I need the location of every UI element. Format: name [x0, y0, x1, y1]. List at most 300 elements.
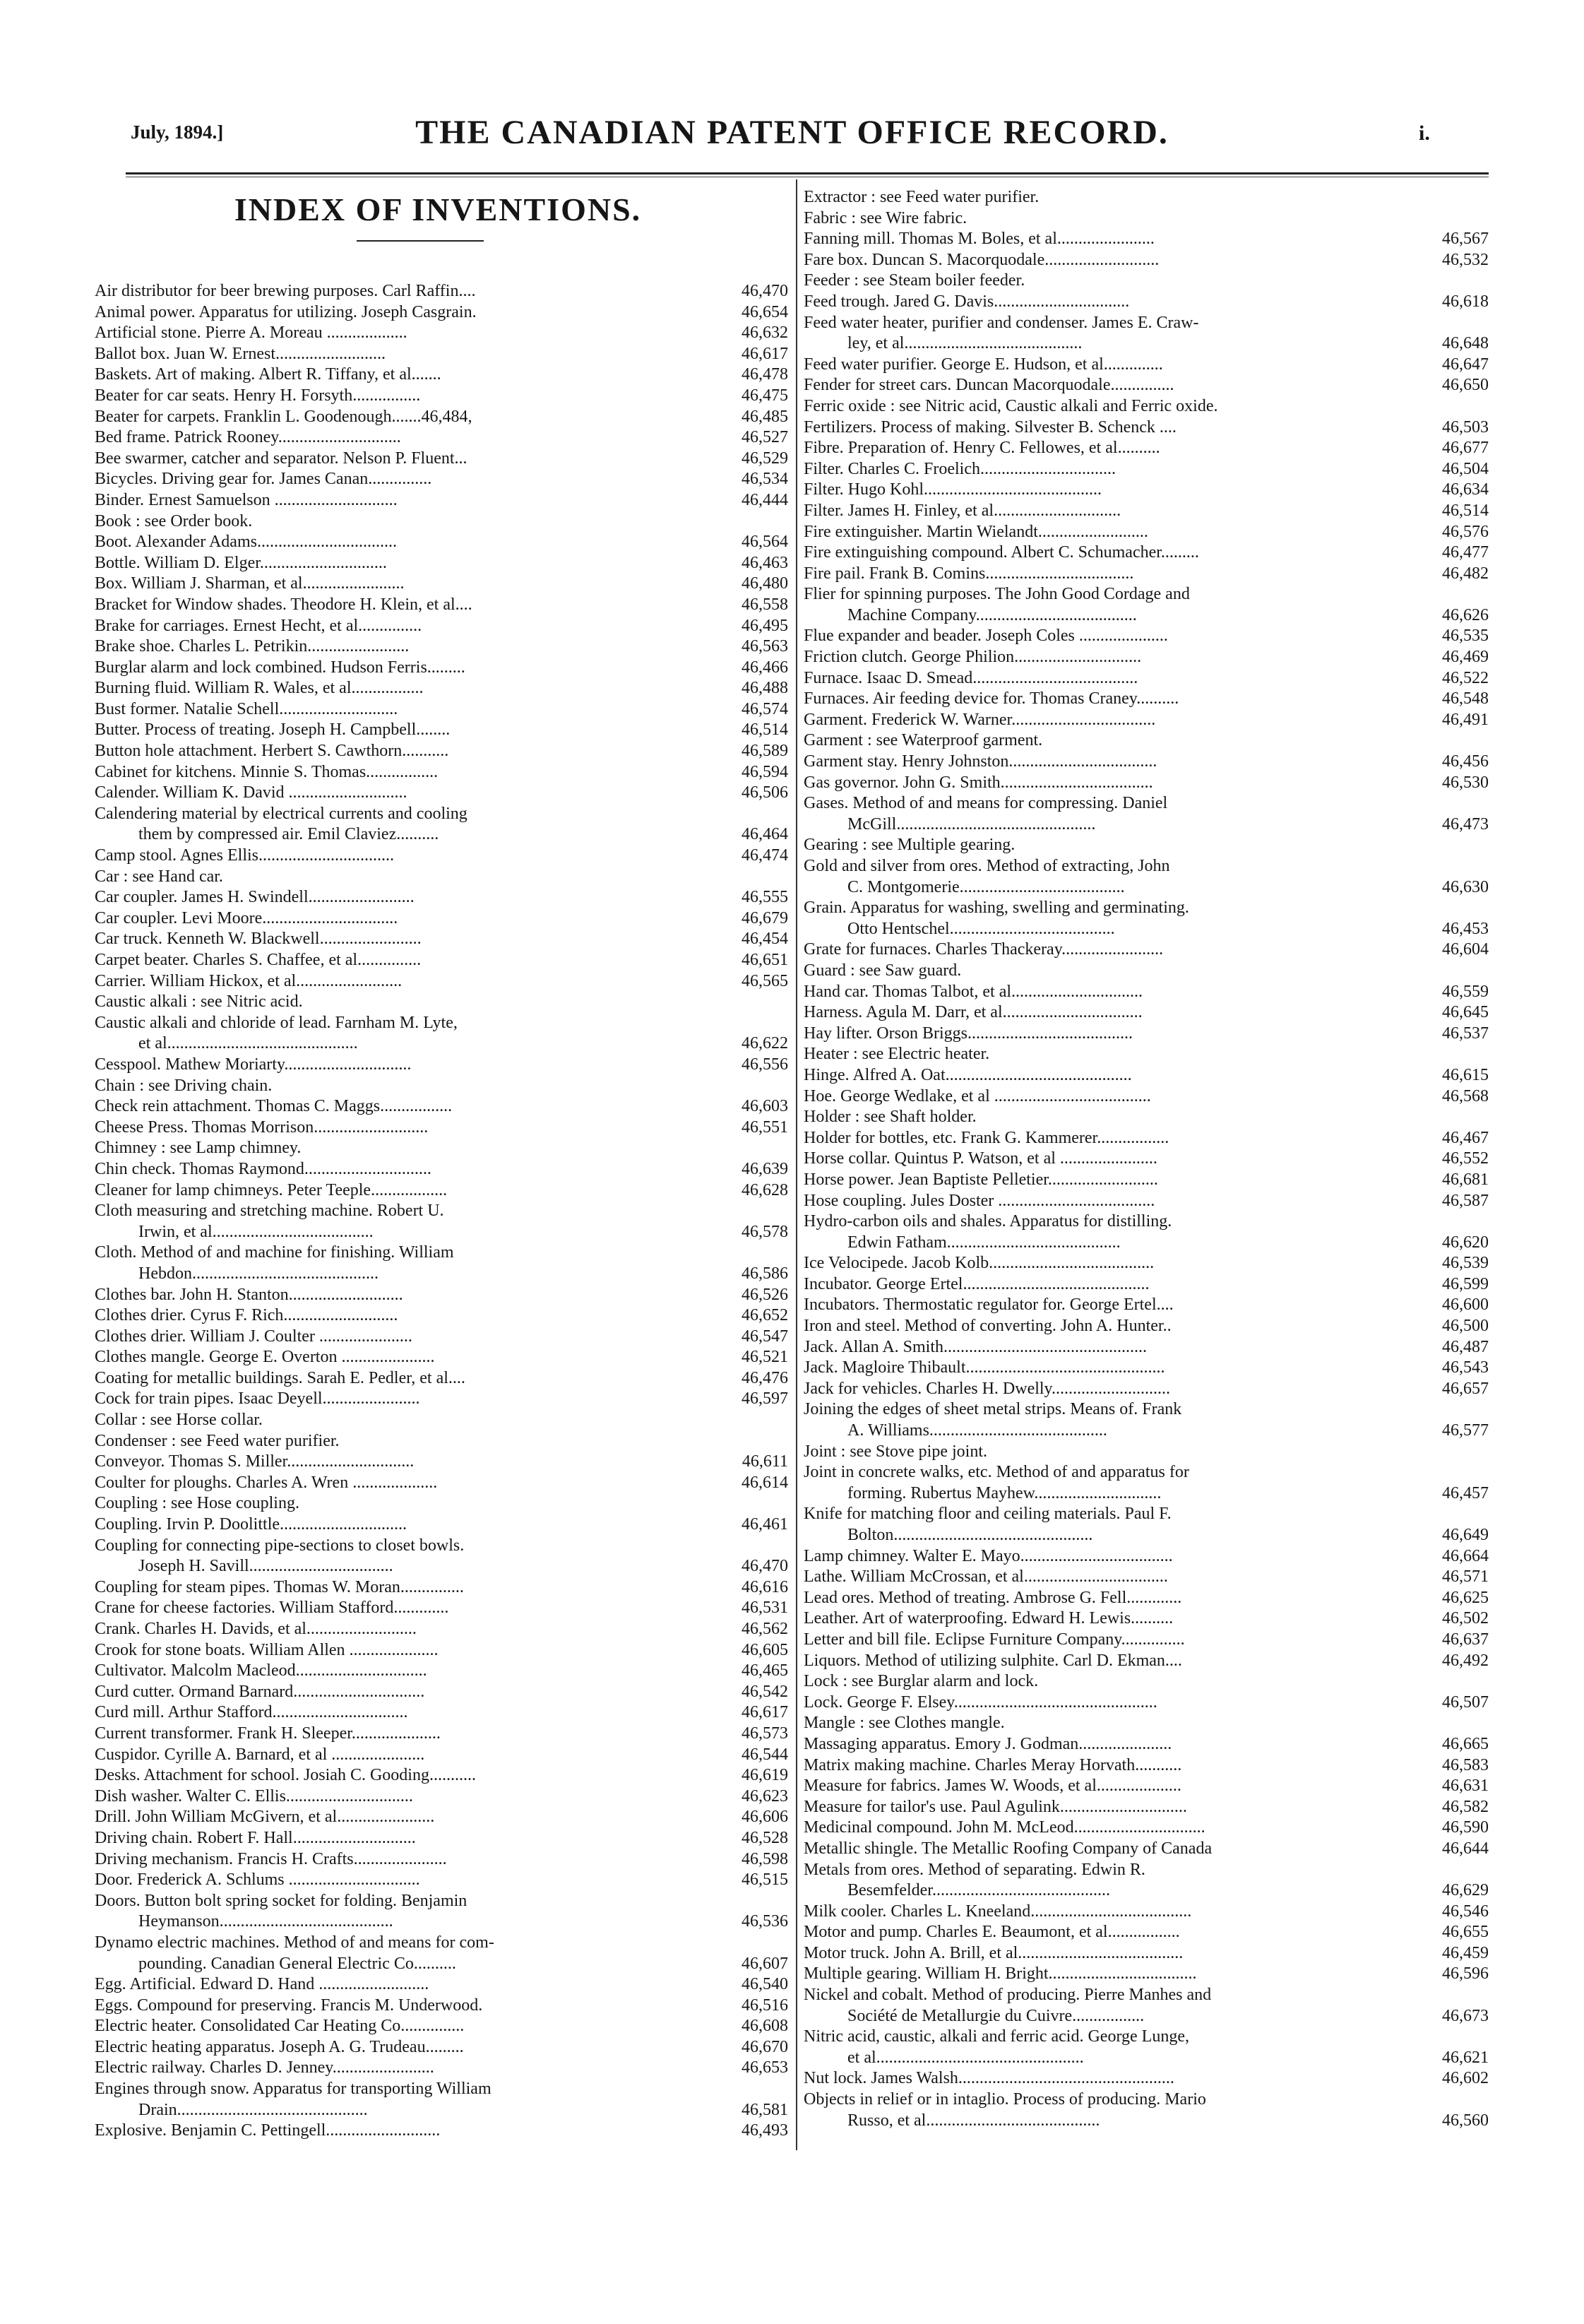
entry-text: Joint in concrete walks, etc. Method of and apparatus for — [804, 1463, 1189, 1482]
patent-number: 46,556 — [717, 1055, 788, 1076]
patent-number: 46,464 — [717, 824, 788, 846]
entry-text: Ballot box. Juan W. Ernest.......................... — [95, 344, 386, 363]
index-entry — [95, 1745, 788, 1766]
index-entry — [95, 532, 788, 553]
entry-text: Calendering material by electrical currents and cooling — [95, 804, 468, 823]
index-entry — [95, 344, 788, 365]
entry-text: Conveyor. Thomas S. Miller.............................. — [95, 1452, 415, 1471]
index-entry — [804, 1044, 1489, 1065]
index-entry — [95, 783, 788, 804]
entry-text: Fare box. Duncan S. Macorquodale........................... — [804, 250, 1160, 269]
right-column — [804, 187, 1489, 2131]
index-entry — [804, 501, 1489, 522]
index-entry — [804, 1191, 1489, 1212]
left-column — [95, 189, 788, 2142]
index-entry — [804, 668, 1489, 689]
entry-text: Grain. Apparatus for washing, swelling and germinating. — [804, 899, 1189, 918]
index-entry — [95, 1243, 788, 1264]
patent-number: 46,582 — [1418, 1797, 1489, 1818]
index-entry — [804, 752, 1489, 773]
patent-number: 46,655 — [1418, 1922, 1489, 1943]
index-entry — [804, 939, 1489, 961]
patent-number: 46,573 — [717, 1724, 788, 1745]
entry-text: Fanning mill. Thomas M. Boles, et al....................... — [804, 230, 1155, 249]
entry-text: pounding. Canadian General Electric Co.......... — [138, 1954, 456, 1973]
entry-text: Egg. Artificial. Edward D. Hand .......................... — [95, 1975, 429, 1994]
patent-number: 46,590 — [1418, 1818, 1489, 1839]
index-entry — [95, 1765, 788, 1786]
index-entry — [804, 396, 1489, 417]
index-entry — [804, 1002, 1489, 1024]
entry-text: Curd cutter. Ormand Barnard............................... — [95, 1682, 425, 1701]
patent-number: 46,577 — [1418, 1421, 1489, 1442]
patent-number: 46,600 — [1418, 1295, 1489, 1316]
index-entry — [95, 511, 788, 533]
index-entry — [804, 898, 1489, 919]
entry-text: Edwin Fatham......................................... — [847, 1233, 1121, 1252]
entry-text: Garment stay. Henry Johnston................................... — [804, 752, 1157, 771]
patent-number: 46,542 — [717, 1682, 788, 1703]
entry-text: Feeder : see Steam boiler feeder. — [804, 271, 1025, 290]
entry-text: Button hole attachment. Herbert S. Cawthorn........... — [95, 742, 449, 761]
entry-text: Chimney : see Lamp chimney. — [95, 1139, 302, 1158]
index-entry — [804, 1943, 1489, 1964]
index-entry — [95, 678, 788, 699]
index-entry — [804, 1399, 1489, 1421]
entry-text: Liquors. Method of utilizing sulphite. Carl D. Ekman.... — [804, 1651, 1182, 1670]
patent-number: 46,603 — [717, 1096, 788, 1117]
patent-number: 46,480 — [717, 574, 788, 595]
index-entry — [95, 1033, 788, 1055]
entry-text: Clothes drier. William J. Coulter ...................... — [95, 1327, 412, 1346]
patent-number: 46,487 — [1418, 1337, 1489, 1358]
patent-number: 46,544 — [717, 1745, 788, 1766]
entry-text: Camp stool. Agnes Ellis................................ — [95, 846, 395, 865]
entry-text: Doors. Button bolt spring socket for folding. Benjamin — [95, 1891, 468, 1910]
entry-text: Fertilizers. Process of making. Silvester B. Schenck .... — [804, 417, 1177, 437]
index-entry — [804, 961, 1489, 982]
entry-text: Binder. Ernest Samuelson ............................. — [95, 490, 398, 509]
index-entry — [804, 1379, 1489, 1400]
patent-number: 46,578 — [717, 1222, 788, 1243]
left-entry-list — [95, 281, 788, 2142]
index-entry — [95, 427, 788, 449]
index-entry — [95, 741, 788, 762]
entry-text: Collar : see Horse collar. — [95, 1411, 263, 1430]
index-entry — [804, 1608, 1489, 1630]
patent-number: 46,608 — [717, 2016, 788, 2037]
index-entry — [95, 824, 788, 846]
patent-number: 46,485 — [717, 407, 788, 428]
entry-text: Multiple gearing. William H. Bright................................... — [804, 1964, 1197, 1984]
entry-text: Coupling : see Hose coupling. — [95, 1494, 299, 1513]
patent-number: 46,622 — [717, 1033, 788, 1055]
patent-number: 46,514 — [1418, 501, 1489, 522]
patent-number: 46,560 — [1418, 2111, 1489, 2132]
index-entry — [804, 522, 1489, 543]
entry-text: Electric heating apparatus. Joseph A. G. Trudeau......... — [95, 2037, 464, 2056]
entry-text: Incubators. Thermostatic regulator for. George Ertel.... — [804, 1296, 1174, 1315]
index-entry — [804, 208, 1489, 230]
index-entry — [95, 1786, 788, 1808]
index-entry — [95, 1222, 788, 1243]
index-entry — [804, 1692, 1489, 1714]
entry-text: Bust former. Natalie Schell............................ — [95, 699, 398, 718]
entry-text: Measure for tailor's use. Paul Agulink.............................. — [804, 1797, 1187, 1816]
index-entry — [804, 271, 1489, 292]
index-entry — [95, 1138, 788, 1159]
index-entry — [804, 1170, 1489, 1191]
index-entry — [804, 835, 1489, 856]
patent-number: 46,502 — [1418, 1608, 1489, 1630]
entry-text: Garment. Frederick W. Warner.................................. — [804, 710, 1156, 729]
index-entry — [95, 1536, 788, 1557]
entry-text: Bee swarmer, catcher and separator. Nelson P. Fluent... — [95, 449, 468, 468]
section-title-rule — [357, 240, 484, 242]
entry-text: Jack. Magloire Thibault............................................... — [804, 1358, 1165, 1377]
running-header — [0, 113, 1584, 155]
entry-text: Incubator. George Ertel............................................ — [804, 1274, 1150, 1293]
entry-text: Cabinet for kitchens. Minnie S. Thomas................. — [95, 762, 439, 781]
index-entry — [804, 1630, 1489, 1651]
index-entry — [95, 1996, 788, 2017]
index-entry — [95, 2121, 788, 2142]
index-entry — [804, 1358, 1489, 1379]
index-entry — [95, 1452, 788, 1473]
entry-text: Baskets. Art of making. Albert R. Tiffany, et al....... — [95, 365, 441, 384]
index-entry — [95, 658, 788, 679]
entry-text: Hay lifter. Orson Briggs....................................... — [804, 1024, 1133, 1043]
entry-text: Beater for car seats. Henry H. Forsyth................ — [95, 386, 421, 405]
patent-number: 46,527 — [717, 427, 788, 449]
index-entry — [95, 908, 788, 930]
entry-text: Book : see Order book. — [95, 511, 253, 530]
entry-text: Boot. Alexander Adams................................. — [95, 533, 397, 552]
index-entry — [95, 364, 788, 386]
entry-text: Dynamo electric machines. Method of and means for com- — [95, 1933, 494, 1952]
index-entry — [804, 333, 1489, 355]
index-entry — [95, 323, 788, 344]
entry-text: Nut lock. James Walsh................................................... — [804, 2069, 1174, 2088]
index-entry — [804, 2048, 1489, 2069]
index-entry — [804, 1713, 1489, 1734]
patent-number: 46,537 — [1418, 1024, 1489, 1045]
patent-number: 46,657 — [1418, 1379, 1489, 1400]
entry-text: Heymanson......................................... — [138, 1912, 393, 1931]
index-entry — [804, 1839, 1489, 1860]
index-entry — [95, 1514, 788, 1536]
index-entry — [804, 375, 1489, 396]
entry-text: Cultivator. Malcolm Macleod............................... — [95, 1661, 427, 1680]
entry-text: Iron and steel. Method of converting. John A. Hunter.. — [804, 1317, 1172, 1336]
index-entry — [804, 1797, 1489, 1818]
entry-text: Jack for vehicles. Charles H. Dwelly............................ — [804, 1379, 1170, 1398]
index-entry — [95, 1305, 788, 1327]
patent-number: 46,630 — [1418, 877, 1489, 899]
index-entry — [95, 1473, 788, 1494]
index-entry — [95, 1096, 788, 1117]
entry-text: Medicinal compound. John M. McLeod............................... — [804, 1818, 1205, 1837]
patent-number: 46,539 — [1418, 1253, 1489, 1274]
patent-number: 46,619 — [717, 1765, 788, 1786]
patent-number: 46,456 — [1418, 752, 1489, 773]
index-entry — [804, 313, 1489, 334]
entry-text: Gearing : see Multiple gearing. — [804, 836, 1016, 855]
entry-text: Bolton............................................... — [847, 1526, 1093, 1544]
index-entry — [804, 1651, 1489, 1672]
patent-number: 46,576 — [1418, 522, 1489, 543]
index-entry — [95, 1870, 788, 1891]
entry-text: forming. Rubertus Mayhew.............................. — [847, 1483, 1162, 1502]
patent-number: 46,552 — [1418, 1149, 1489, 1170]
index-entry — [95, 720, 788, 741]
entry-text: Feed water purifier. George E. Hudson, et al.............. — [804, 355, 1163, 374]
entry-text: Door. Frederick A. Schlums ............................... — [95, 1871, 420, 1890]
index-entry — [804, 229, 1489, 250]
entry-text: Fabric : see Wire fabric. — [804, 208, 967, 227]
patent-number: 46,652 — [717, 1305, 788, 1327]
index-entry — [804, 1985, 1489, 2006]
index-entry — [804, 2068, 1489, 2089]
patent-number: 46,651 — [717, 950, 788, 971]
index-entry — [95, 992, 788, 1013]
index-entry — [95, 762, 788, 783]
patent-number: 46,540 — [717, 1974, 788, 1996]
patent-number: 46,564 — [717, 532, 788, 553]
entry-text: Furnace. Isaac D. Smead....................................... — [804, 668, 1138, 687]
patent-number: 46,543 — [1418, 1358, 1489, 1379]
patent-number: 46,534 — [717, 469, 788, 490]
entry-text: Russo, et al......................................... — [847, 2111, 1100, 2130]
patent-number: 46,664 — [1418, 1546, 1489, 1567]
entry-text: Cleaner for lamp chimneys. Peter Teeple.................. — [95, 1180, 448, 1199]
patent-number: 46,673 — [1418, 2006, 1489, 2027]
entry-text: Coupling for connecting pipe-sections to closet bowls. — [95, 1536, 465, 1555]
index-entry — [95, 1556, 788, 1577]
page-number: i. — [1419, 121, 1430, 145]
patent-number: 46,681 — [1418, 1170, 1489, 1191]
entry-text: Driving mechanism. Francis H. Crafts...................... — [95, 1849, 447, 1868]
index-entry — [95, 407, 788, 428]
entry-text: Filter. Charles C. Froelich................................ — [804, 459, 1116, 478]
entry-text: Holder for bottles, etc. Frank G. Kammerer................. — [804, 1128, 1169, 1147]
index-entry — [95, 2058, 788, 2079]
index-entry — [804, 355, 1489, 376]
entry-text: Objects in relief or in intaglio. Process of producing. Mario — [804, 2090, 1206, 2109]
index-entry — [804, 856, 1489, 877]
patent-number: 46,602 — [1418, 2068, 1489, 2089]
index-entry — [95, 2100, 788, 2121]
index-entry — [804, 584, 1489, 605]
index-entry — [804, 919, 1489, 940]
entry-text: Guard : see Saw guard. — [804, 961, 962, 980]
patent-number: 46,645 — [1418, 1002, 1489, 1024]
index-entry — [95, 386, 788, 407]
index-entry — [95, 1431, 788, 1452]
index-entry — [804, 773, 1489, 794]
index-entry — [95, 1201, 788, 1222]
index-entry — [804, 1964, 1489, 1985]
patent-number: 46,466 — [717, 658, 788, 679]
patent-number: 46,491 — [1418, 710, 1489, 731]
entry-text: Hydro-carbon oils and shales. Apparatus for distilling. — [804, 1212, 1172, 1231]
patent-number: 46,599 — [1418, 1274, 1489, 1296]
entry-text: Joining the edges of sheet metal strips. Means of. Frank — [804, 1400, 1182, 1419]
patent-number: 46,482 — [1418, 564, 1489, 585]
entry-text: Société de Metallurgie du Cuivre................. — [847, 2006, 1145, 2025]
index-entry — [804, 1755, 1489, 1777]
patent-number: 46,488 — [717, 678, 788, 699]
entry-text: Otto Hentschel....................................... — [847, 919, 1115, 938]
index-entry — [95, 1117, 788, 1139]
index-entry — [804, 1462, 1489, 1483]
index-entry — [804, 1316, 1489, 1337]
index-entry — [804, 1588, 1489, 1609]
patent-number: 46,506 — [717, 783, 788, 804]
patent-number: 46,453 — [1418, 919, 1489, 940]
index-entry — [95, 846, 788, 867]
entry-text: Harness. Agula M. Darr, et al................................. — [804, 1003, 1143, 1022]
entry-text: Brake shoe. Charles L. Petrikin........................ — [95, 637, 410, 656]
index-entry — [804, 1860, 1489, 1881]
index-entry — [95, 1598, 788, 1619]
patent-number: 46,586 — [717, 1264, 788, 1285]
index-entry — [95, 1285, 788, 1306]
patent-number: 46,522 — [1418, 668, 1489, 689]
entry-text: Coupling. Irvin P. Doolittle.............................. — [95, 1515, 407, 1534]
patent-number: 46,504 — [1418, 459, 1489, 480]
index-entry — [95, 1682, 788, 1703]
entry-text: Carpet beater. Charles S. Chaffee, et al............... — [95, 951, 422, 969]
patent-number: 46,647 — [1418, 355, 1489, 376]
entry-text: Coupling for steam pipes. Thomas W. Moran............... — [95, 1577, 464, 1596]
entry-text: Desks. Attachment for school. Josiah C. Gooding........... — [95, 1766, 476, 1785]
index-entry — [804, 647, 1489, 668]
entry-text: Cock for train pipes. Isaac Deyell....................... — [95, 1389, 420, 1409]
index-entry — [804, 1546, 1489, 1567]
patent-number: 46,500 — [1418, 1316, 1489, 1337]
patent-number: 46,632 — [717, 323, 788, 344]
entry-text: Clothes drier. Cyrus F. Rich........................... — [95, 1306, 398, 1325]
patent-number: 46,515 — [717, 1870, 788, 1891]
patent-number: 46,531 — [717, 1598, 788, 1619]
entry-text: Machine Company...................................... — [847, 605, 1137, 624]
index-entry — [804, 1734, 1489, 1755]
patent-number: 46,516 — [717, 1996, 788, 2017]
entry-text: Matrix making machine. Charles Meray Horvath........... — [804, 1755, 1182, 1774]
index-entry — [804, 1274, 1489, 1296]
index-entry — [95, 490, 788, 511]
patent-number: 46,563 — [717, 636, 788, 658]
patent-number: 46,616 — [717, 1577, 788, 1599]
index-entry — [804, 1086, 1489, 1108]
entry-text: Clothes bar. John H. Stanton........................... — [95, 1285, 403, 1304]
patent-number: 46,621 — [1418, 2048, 1489, 2069]
entry-text: Nitric acid, caustic, alkali and ferric acid. George Lunge, — [804, 2027, 1189, 2046]
entry-text: Lamp chimney. Walter E. Mayo.................................... — [804, 1546, 1173, 1565]
index-entry — [95, 449, 788, 470]
entry-text: Ferric oxide : see Nitric acid, Caustic alkali and Ferric oxide. — [804, 396, 1218, 415]
patent-number: 46,454 — [717, 929, 788, 950]
entry-text: Check rein attachment. Thomas C. Maggs................. — [95, 1097, 453, 1116]
index-entry — [804, 459, 1489, 480]
index-entry — [804, 1253, 1489, 1274]
patent-number: 46,530 — [1418, 773, 1489, 794]
patent-number: 46,587 — [1418, 1191, 1489, 1212]
patent-number: 46,493 — [717, 2121, 788, 2142]
entry-text: Hebdon............................................ — [138, 1264, 379, 1283]
entry-text: Gold and silver from ores. Method of extracting, John — [804, 857, 1170, 875]
patent-number: 46,444 — [717, 490, 788, 511]
entry-text: Car : see Hand car. — [95, 867, 223, 886]
entry-text: Beater for carpets. Franklin L. Goodenough.......46,484, — [95, 407, 472, 426]
entry-text: Cheese Press. Thomas Morrison........................... — [95, 1117, 429, 1137]
patent-number: 46,598 — [717, 1849, 788, 1871]
patent-number: 46,653 — [717, 2058, 788, 2079]
entry-text: Eggs. Compound for preserving. Francis M. Underwood. — [95, 1996, 483, 2015]
index-entry — [95, 929, 788, 950]
index-entry — [95, 1410, 788, 1431]
entry-text: Coating for metallic buildings. Sarah E. Pedler, et al.... — [95, 1368, 465, 1387]
index-entry — [95, 469, 788, 490]
index-entry — [95, 616, 788, 637]
entry-text: Hand car. Thomas Talbot, et al............................... — [804, 982, 1143, 1001]
entry-text: Driving chain. Robert F. Hall............................. — [95, 1828, 416, 1847]
entry-text: Jack. Allan A. Smith................................................ — [804, 1337, 1147, 1356]
entry-text: Milk cooler. Charles L. Kneeland...................................... — [804, 1902, 1192, 1921]
patent-number: 46,507 — [1418, 1692, 1489, 1714]
entry-text: Butter. Process of treating. Joseph H. Campbell........ — [95, 721, 451, 740]
patent-number: 46,463 — [717, 553, 788, 574]
entry-text: Explosive. Benjamin C. Pettingell........................... — [95, 2121, 441, 2140]
patent-number: 46,461 — [717, 1514, 788, 1536]
entry-text: Letter and bill file. Eclipse Furniture Company............... — [804, 1630, 1185, 1649]
index-entry — [95, 1264, 788, 1285]
entry-text: Gases. Method of and means for compressing. Daniel — [804, 794, 1168, 813]
entry-text: Nickel and cobalt. Method of producing. Pierre Manhes and — [804, 1986, 1212, 2005]
patent-number: 46,637 — [1418, 1630, 1489, 1651]
patent-number: 46,605 — [717, 1640, 788, 1661]
entry-text: Burglar alarm and lock combined. Hudson Ferris......... — [95, 658, 465, 677]
patent-number: 46,665 — [1418, 1734, 1489, 1755]
patent-number: 46,465 — [717, 1661, 788, 1682]
entry-text: Cloth. Method of and machine for finishing. William — [95, 1243, 454, 1262]
patent-number: 46,565 — [717, 971, 788, 992]
entry-text: Holder : see Shaft holder. — [804, 1108, 977, 1127]
index-entry — [804, 292, 1489, 313]
entry-text: Animal power. Apparatus for utilizing. Joseph Casgrain. — [95, 302, 477, 321]
index-entry — [804, 1065, 1489, 1086]
patent-number: 46,478 — [717, 364, 788, 386]
patent-number: 46,521 — [717, 1347, 788, 1368]
section-title: INDEX OF INVENTIONS. — [234, 191, 642, 227]
entry-text: Crank. Charles H. Davids, et al.......................... — [95, 1620, 417, 1638]
entry-text: Leather. Art of waterproofing. Edward H. Lewis.......... — [804, 1609, 1174, 1628]
index-entry — [804, 1776, 1489, 1797]
entry-text: Hinge. Alfred A. Oat............................................ — [804, 1065, 1132, 1084]
entry-text: Dish washer. Walter C. Ellis.............................. — [95, 1786, 413, 1806]
patent-number: 46,457 — [1418, 1483, 1489, 1505]
patent-number: 46,629 — [1418, 1880, 1489, 1902]
entry-text: Besemfelder.......................................... — [847, 1881, 1110, 1900]
index-entry — [95, 302, 788, 324]
entry-text: Clothes mangle. George E. Overton ...................... — [95, 1348, 435, 1367]
patent-number: 46,649 — [1418, 1525, 1489, 1546]
right-entry-list — [804, 187, 1489, 2131]
entry-text: Massaging apparatus. Emory J. Godman...................... — [804, 1734, 1172, 1753]
patent-number: 46,670 — [717, 2037, 788, 2058]
entry-text: Gas governor. John G. Smith.................................... — [804, 773, 1153, 792]
